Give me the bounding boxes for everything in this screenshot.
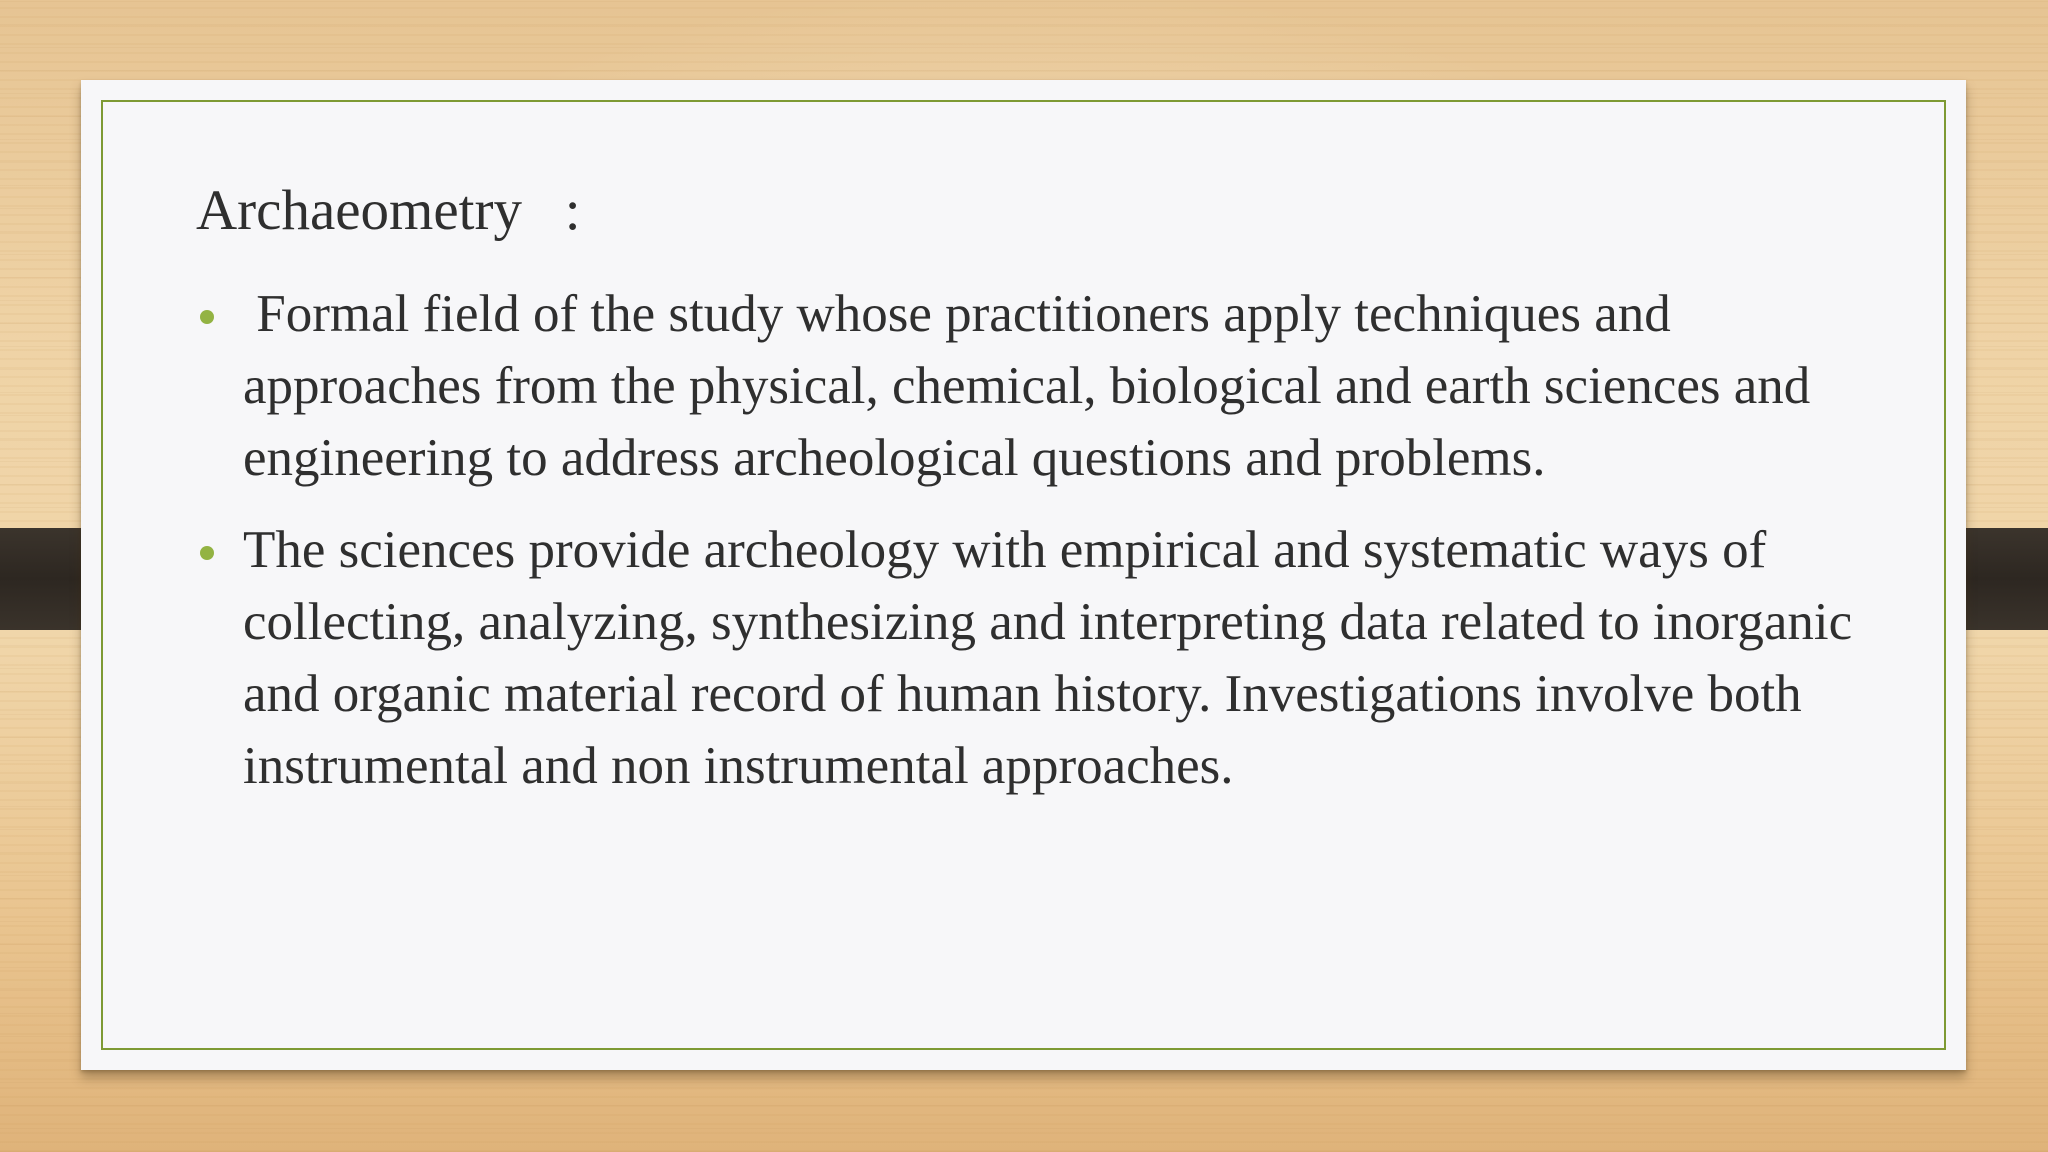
slide-heading: Archaeometry : [196,179,581,242]
bullet-icon [200,310,214,324]
slide [81,80,1966,1070]
bullet-text: Formal field of the study whose practitioners apply techniques and approaches from the physical, chemical, biological and earth sciences and engineering to address archeological questions and problems. [243,285,1824,487]
bullet-list [196,278,1876,822]
bullet-item [196,278,1876,494]
bullet-item [196,514,1876,802]
bullet-text: The sciences provide archeology with empirical and systematic ways of collecting, analyzing, synthesizing and interpreting data related to inorganic and organic material record of human history. Investigations involve both instrumental and non instrumental approaches. [243,521,1866,795]
bullet-icon [200,546,214,560]
